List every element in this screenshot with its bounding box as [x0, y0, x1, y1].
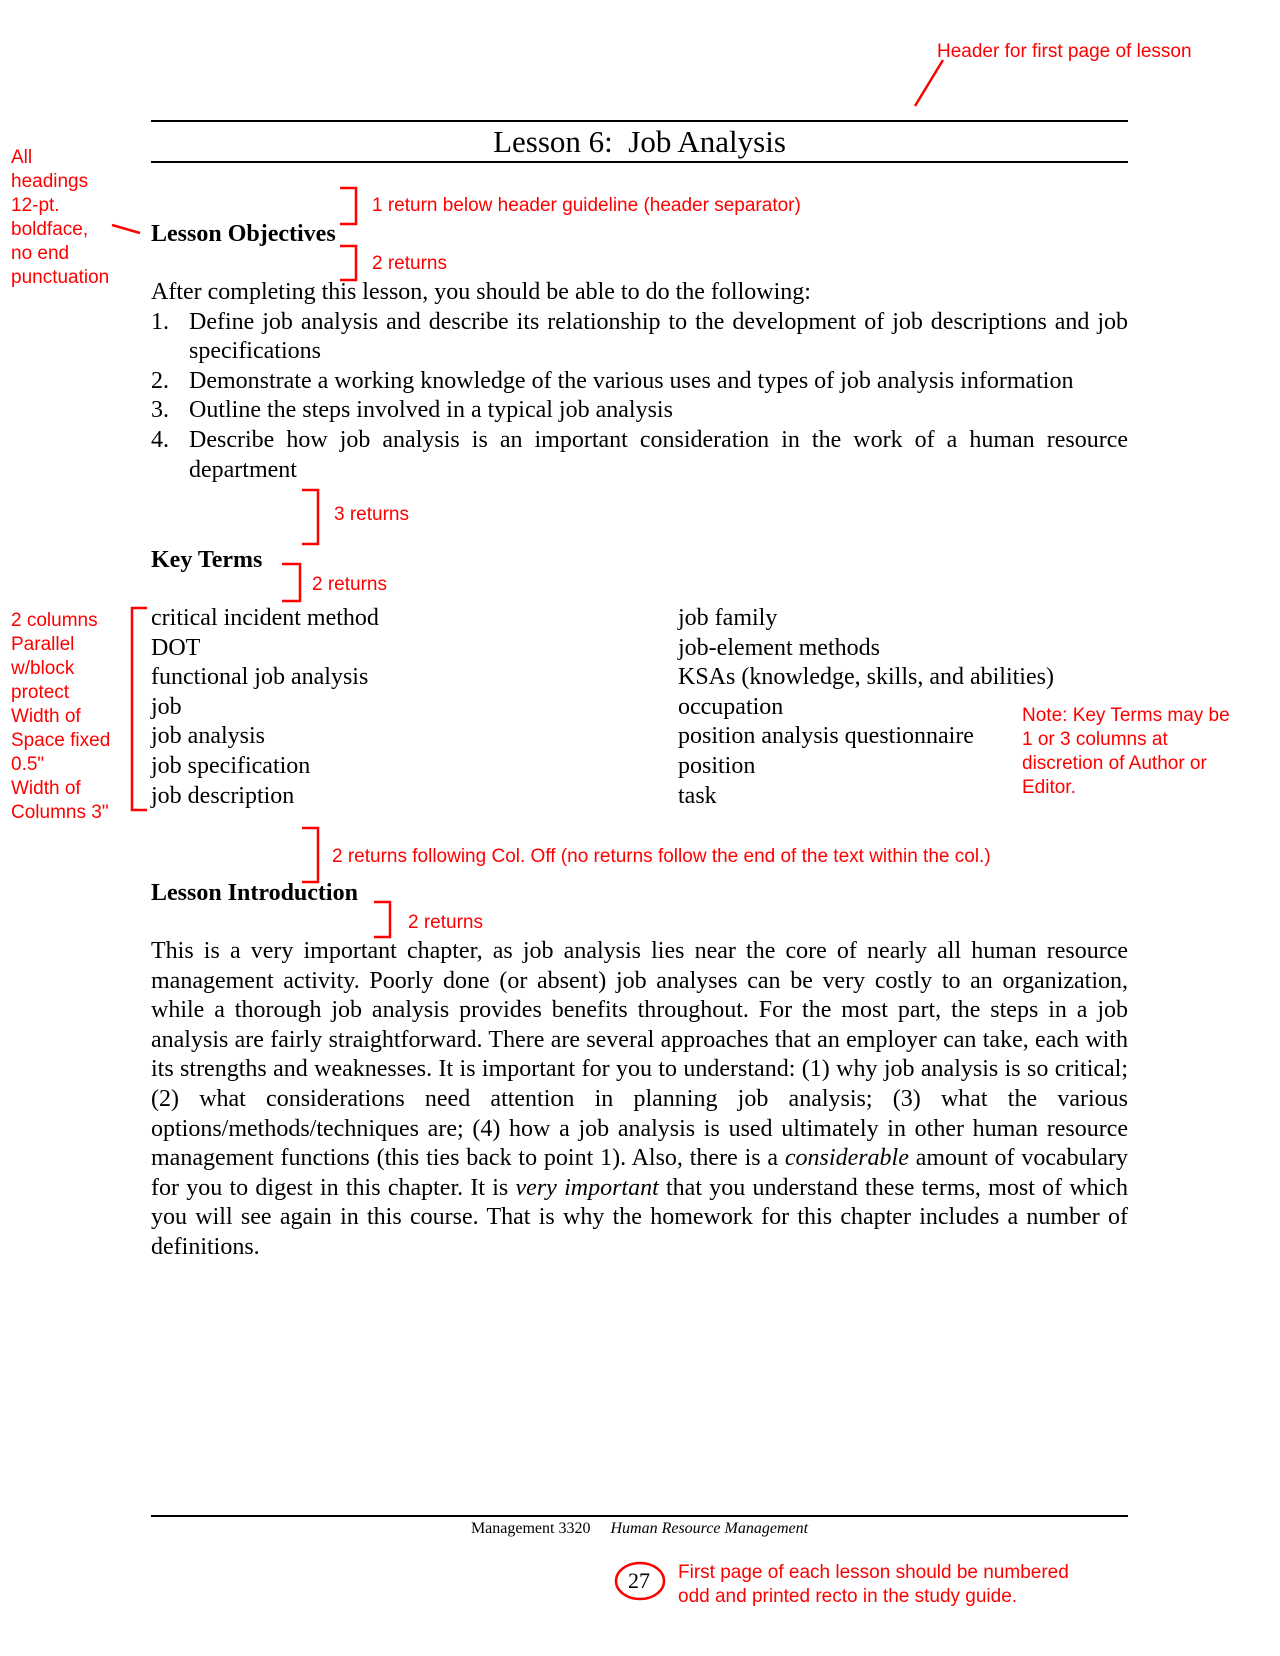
key-term: job family [678, 605, 778, 631]
emphasis: considerable [784, 1145, 909, 1172]
page-number-circle [616, 1563, 664, 1599]
key-term: critical incident method [151, 605, 379, 631]
key-term: occupation [678, 693, 784, 720]
footer-course: Management 3320 [470, 1520, 591, 1537]
key-term: job analysis [151, 723, 265, 750]
two-returns-keyterms-note: 2 returns [312, 574, 387, 595]
two-returns-intro-note: 2 returns [408, 912, 483, 933]
emphasis: very important [515, 1174, 659, 1201]
key-term: functional job analysis [151, 664, 369, 691]
key-term: DOT [151, 634, 201, 661]
header-pointer-line [915, 60, 943, 106]
two-returns-objectives-note: 2 returns [372, 253, 447, 274]
objectives-intro: After completing this lesson, you should be able to do the following: [151, 279, 811, 305]
introduction-paragraph: This is a very important chapter, as job analysis lies near the core of nearly all human resource management activity. Poorly done (or absent) job analyses can be very costly to an organization, while a thorough job analysis provides benefits throughout. For the most part, the steps in a job analysis are fairly straightforward. There are several approaches that an employer can take, each with its strengths and weaknesses. It is important for you to understand: (1) why job analysis is so critical; (2) what considerations need attention in planning job analysis; (3) what the various options/methods/techniques are; (4) how a job analysis is used ultimately in other human resource management functions (this ties back to point 1). Also, there is a considerable amount of vocabulary for you to digest in this chapter. It is very important that you understand these terms, most of which you will see again in this course. That is why the homework for this chapter includes a number of definitions. [151, 938, 1128, 1260]
key-term: job specification [151, 752, 311, 779]
page-number: 27 [628, 1568, 650, 1593]
three-returns-note: 3 returns [334, 504, 409, 525]
footer-book-title: Human Resource Management [610, 1520, 809, 1537]
objective-item: 2. Demonstrate a working knowledge of the various uses and types of job analysis information [151, 367, 1074, 394]
key-terms-note: Note: Key Terms may be 1 or 3 columns at discretion of Author or Editor. [1022, 705, 1230, 798]
bracket-two-returns-intro [374, 902, 390, 937]
columns-note: 2 columns Parallel w/block protect Width of Space fixed 0.5" Width of Columns 3" [11, 610, 111, 823]
key-term: position analysis questionnaire [678, 723, 974, 750]
objective-item: 4. Describe how job analysis is an important consideration in the work of a human resource department [151, 426, 1128, 483]
header-note: Header for first page of lesson [937, 41, 1192, 62]
headings-note: All headings 12-pt. boldface, no end punctuation [11, 147, 110, 288]
col-off-note: 2 returns following Col. Off (no returns follow the end of the text within the col.) [332, 846, 991, 867]
headings-pointer-line [112, 225, 140, 233]
key-term: job [151, 693, 182, 720]
key-term: position [678, 752, 756, 779]
key-term: job-element methods [678, 634, 880, 661]
key-term: KSAs (knowledge, skills, and abilities) [678, 664, 1054, 691]
introduction-heading: Lesson Introduction [151, 880, 358, 906]
lesson-title: Lesson 6: Job Analysis [493, 124, 786, 159]
bracket-col-off [302, 828, 318, 882]
bracket-one-return [340, 188, 356, 224]
objective-item: 3. Outline the steps involved in a typical job analysis [151, 397, 673, 424]
objectives-heading: Lesson Objectives [151, 221, 336, 247]
key-terms-heading: Key Terms [151, 547, 263, 573]
bracket-columns [132, 608, 147, 810]
one-return-note: 1 return below header guideline (header separator) [372, 195, 801, 216]
bracket-three-returns [302, 490, 318, 544]
objective-item: 1. Define job analysis and describe its relationship to the development of job descriptions and job specifications [151, 308, 1128, 365]
key-term: job description [151, 782, 295, 809]
bracket-two-returns-objectives [340, 246, 356, 280]
key-term: task [678, 782, 717, 809]
bracket-two-returns-keyterms [282, 564, 300, 601]
page-number-note: First page of each lesson should be numbered odd and printed recto in the study guide. [678, 1562, 1069, 1607]
